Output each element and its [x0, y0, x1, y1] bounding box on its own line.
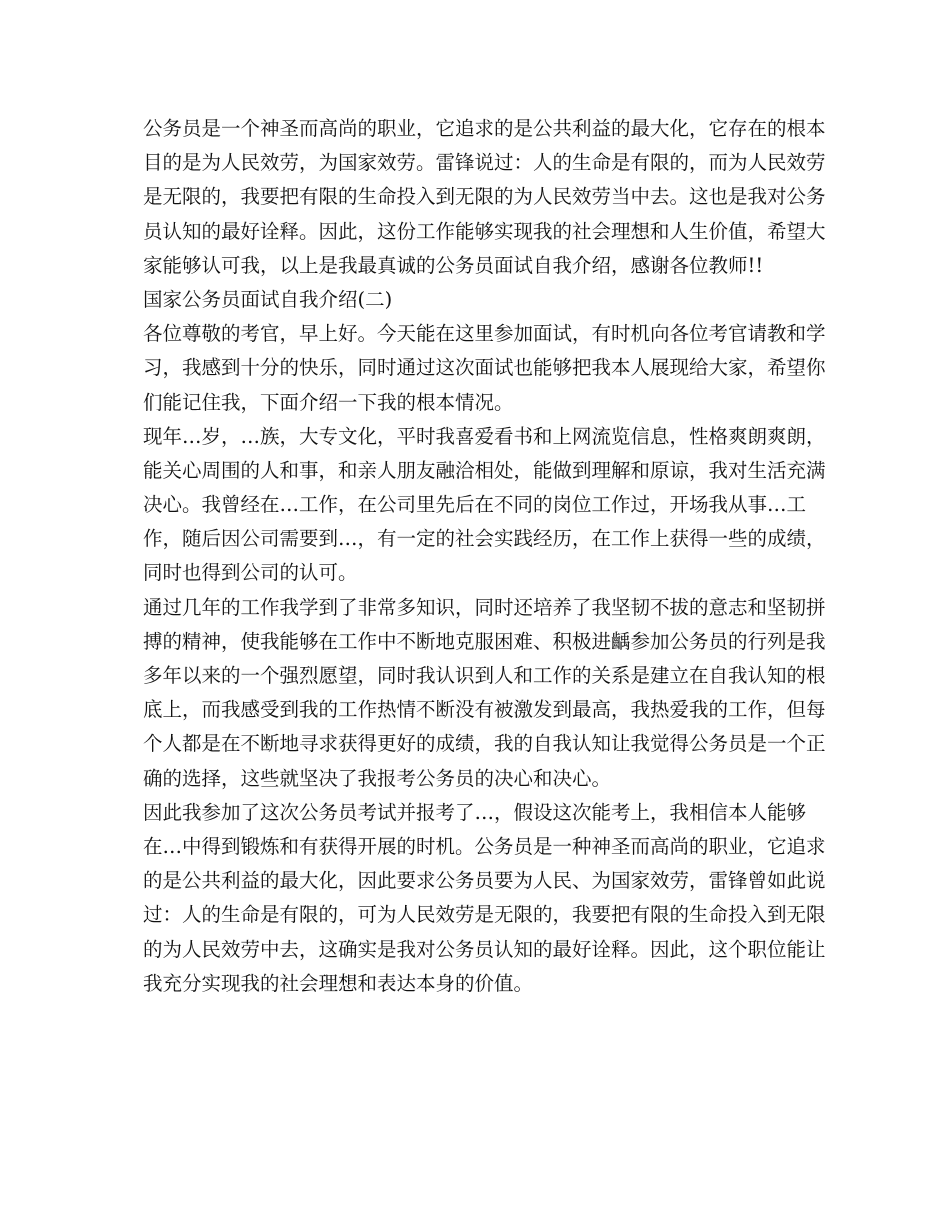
- text-line: 各位尊敬的考官，早上好。今天能在这里参加面试，有时机向各位考官请教和学: [143, 322, 826, 346]
- text-line: 家能够认可我，以上是我最真诚的公务员面试自我介绍，感谢各位教师!!: [143, 253, 764, 277]
- text-line: 通过几年的工作我学到了非常多知识，同时还培养了我坚韧不拔的意志和坚韧拼: [143, 595, 826, 619]
- text-line: 的是公共利益的最大化，因此要求公务员要为人民、为国家效劳，雷锋曾如此说: [143, 869, 826, 893]
- text-line: 决心。我曾经在…工作，在公司里先后在不同的岗位工作过，开场我从事…工: [143, 493, 807, 517]
- text-line: 的为人民效劳中去，这确实是我对公务员认知的最好诠释。因此，这个职位能让: [143, 937, 826, 961]
- text-line: 公务员是一个神圣而高尚的职业，它追求的是公共利益的最大化，它存在的根本: [143, 117, 826, 140]
- text-line: 因此我参加了这次公务员考试并报考了…，假设这次能考上，我相信本人能够: [143, 800, 807, 824]
- text-line: 我充分实现我的社会理想和表达本身的价值。: [143, 971, 534, 995]
- text-line: 个人都是在不断地寻求获得更好的成绩，我的自我认知让我觉得公务员是一个正: [143, 732, 826, 756]
- section-heading: 国家公务员面试自我介绍(二): [143, 287, 393, 311]
- text-line: 多年以来的一个强烈愿望，同时我认识到人和工作的关系是建立在自我认知的根: [143, 664, 826, 687]
- text-line: 作，随后因公司需要到…，有一定的社会实践经历，在工作上获得一些的成绩，: [143, 527, 826, 551]
- text-line: 能关心周围的人和事，和亲人朋友融洽相处，能做到理解和原谅，我对生活充满: [143, 458, 826, 482]
- text-line: 现年…岁，…族，大专文化，平时我喜爱看书和上网流览信息，性格爽朗爽朗，: [143, 424, 826, 448]
- text-line: 过：人的生命是有限的，可为人民效劳是无限的，我要把有限的生命投入到无限: [143, 903, 826, 927]
- text-line: 同时也得到公司的认可。: [143, 561, 358, 585]
- text-line: 们能记住我，下面介绍一下我的根本情况。: [143, 390, 514, 414]
- text-line: 员认知的最好诠释。因此，这份工作能够实现我的社会理想和人生价值，希望大: [143, 219, 826, 243]
- text-line: 习，我感到十分的快乐，同时通过这次面试也能够把我本人展现给大家，希望你: [143, 356, 826, 380]
- text-line: 搏的精神，使我能够在工作中不断地克服困难、积极进齲参加公务员的行列是我: [143, 629, 826, 653]
- text-line: 确的选择，这些就坚决了我报考公务员的决心和决心。: [143, 766, 612, 790]
- text-line: 是无限的，我要把有限的生命投入到无限的为人民效劳当中去。这也是我对公务: [143, 185, 826, 209]
- document-body: [143, 112, 826, 1001]
- text-line: 底上，而我感受到我的工作热情不断没有被激发到最高，我热爱我的工作，但每: [143, 698, 826, 722]
- text-line: 在…中得到锻炼和有获得开展的时机。公务员是一种神圣而高尚的职业，它追求: [143, 834, 826, 858]
- text-line: 目的是为人民效劳，为国家效劳。雷锋说过：人的生命是有限的，而为人民效劳: [143, 151, 826, 175]
